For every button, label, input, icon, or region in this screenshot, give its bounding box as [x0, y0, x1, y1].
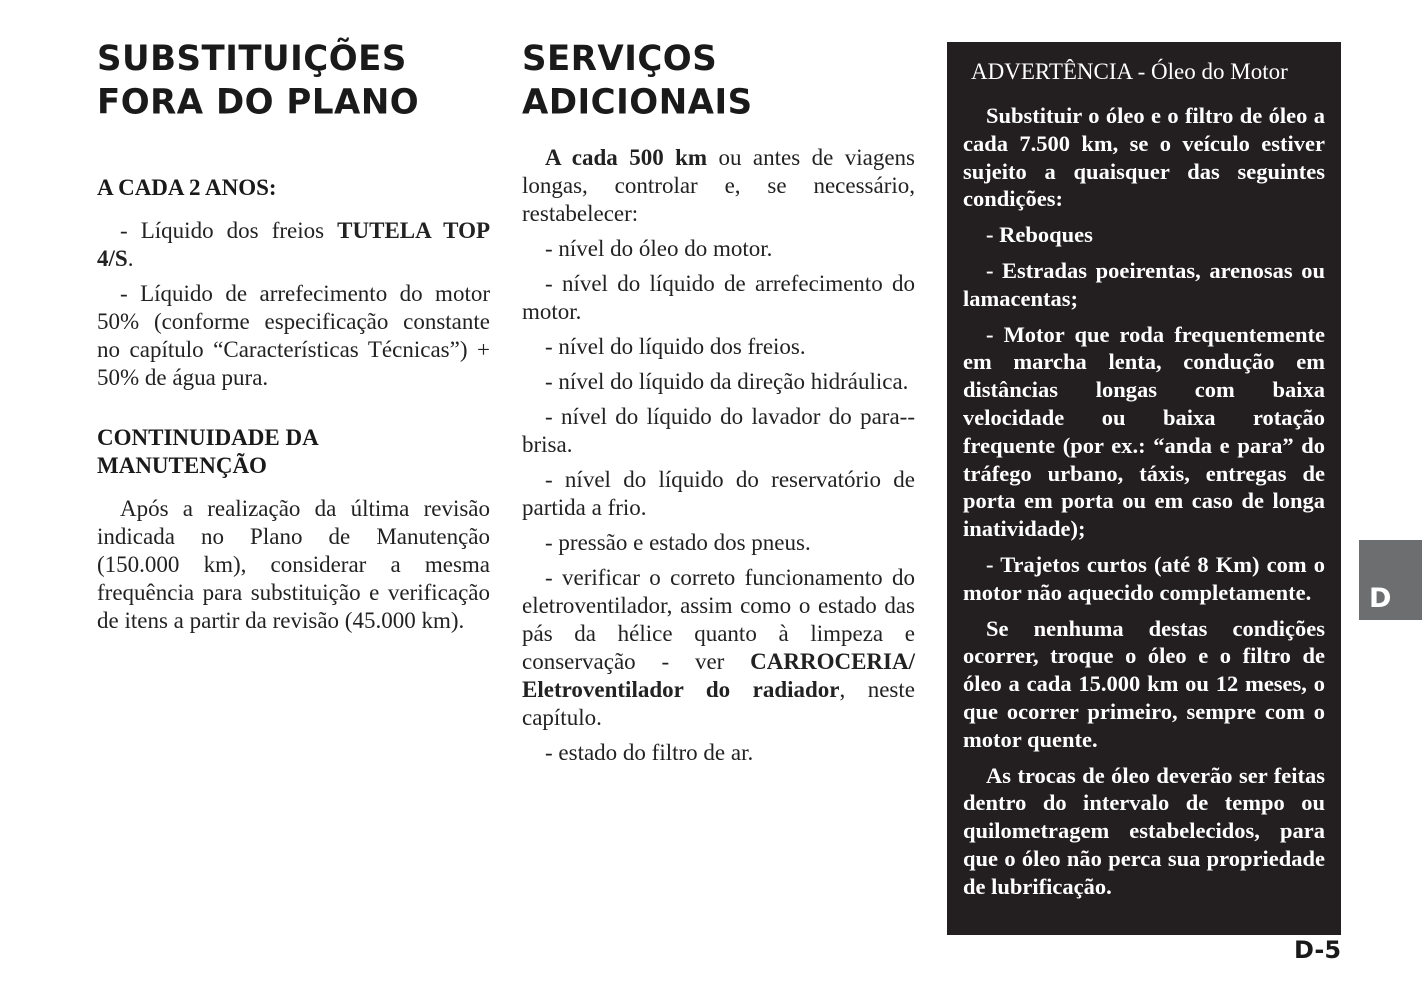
coolant-item: - Líquido de arrefecimento do motor 50% (conforme especificação constante no capítulo “Características Técnicas”) + 50% de água pura. [97, 281, 490, 390]
section-title-additional-services [522, 37, 915, 125]
warning-paragraph: - Trajetos curtos (até 8 Km) com o motor não aquecido completamente. [963, 551, 1325, 605]
list-item-ventilator: - verificar o correto funcionamento do eletroventilador, assim como o estado das pás da hélice quanto à limpeza e conservação - ver CARROCERIA/ Eletroventilador do radiador, neste capítulo. [522, 565, 915, 730]
warning-paragraph: - Motor que roda frequentemente em marcha lenta, condução em distâncias longas com baixa velocidade ou baixa rotação frequente (por ex.: “anda e para” do tráfego urbano, táxis, entregas de porta em porta ou em caso de longa inatividade); [963, 321, 1325, 542]
column-additional-services [522, 38, 915, 767]
continuity-paragraph: Após a realização da última revisão indicada no Plano de Manutenção (150.000 km), considerar a mesma frequência para substituição e verificação de itens a partir da revisão (45.000 km). [97, 496, 490, 633]
warning-paragraph: Substituir o óleo e o filtro de óleo a cada 7.500 km, se o veículo estiver sujeito a quaisquer das seguintes condições: [963, 103, 1325, 212]
list-item: - estado do filtro de ar. [545, 740, 754, 765]
section-title-replacements [97, 37, 490, 125]
title-line: SUBSTITUIÇÕES [97, 38, 407, 79]
subheading-maintenance-continuity: CONTINUIDADE DA MANUTENÇÃO [97, 425, 319, 478]
warning-paragraph: - Reboques [986, 222, 1093, 248]
title-line: SERVIÇOS [522, 38, 718, 79]
brake-fluid-item: - Líquido dos freios TUTELA TOP 4/S. [97, 218, 491, 271]
chapter-tab-letter: D [1369, 583, 1392, 614]
list-item: - nível do líquido do lavador do para--brisa. [522, 404, 915, 457]
subheading-every-2-years: A CADA 2 ANOS: [97, 175, 277, 200]
warning-paragraph: As trocas de óleo deverão ser feitas dentro do intervalo de tempo ou quilometragem estabelecidos, para que o óleo não perca sua propriedade de lubrificação. [963, 762, 1325, 899]
chapter-tab [1359, 540, 1422, 620]
warning-paragraph: Se nenhuma destas condições ocorrer, troque o óleo e o filtro de óleo a cada 15.000 km ou 12 meses, o que ocorrer primeiro, sempre com o motor quente. [963, 615, 1325, 752]
title-line: FORA DO PLANO [97, 82, 420, 123]
warning-box [947, 42, 1341, 935]
warning-paragraph: - Estradas poeirentas, arenosas ou lamacentas; [963, 257, 1325, 311]
title-line: ADICIONAIS [522, 82, 753, 123]
column-replacements [97, 38, 490, 635]
list-item: - pressão e estado dos pneus. [545, 530, 811, 555]
page-number: D-5 [1294, 936, 1342, 964]
list-item: - nível do líquido do reservatório de partida a frio. [522, 467, 915, 520]
intro-paragraph: A cada 500 km ou antes de viagens longas, controlar e, se necessário, restabelecer: [522, 145, 915, 226]
list-item: - nível do líquido da direção hidráulica. [545, 369, 909, 394]
list-item: - nível do líquido dos freios. [545, 334, 806, 359]
warning-title: ADVERTÊNCIA - Óleo do Motor [971, 59, 1288, 84]
list-item: - nível do líquido de arrefecimento do motor. [522, 271, 915, 324]
list-item: - nível do óleo do motor. [545, 236, 773, 261]
